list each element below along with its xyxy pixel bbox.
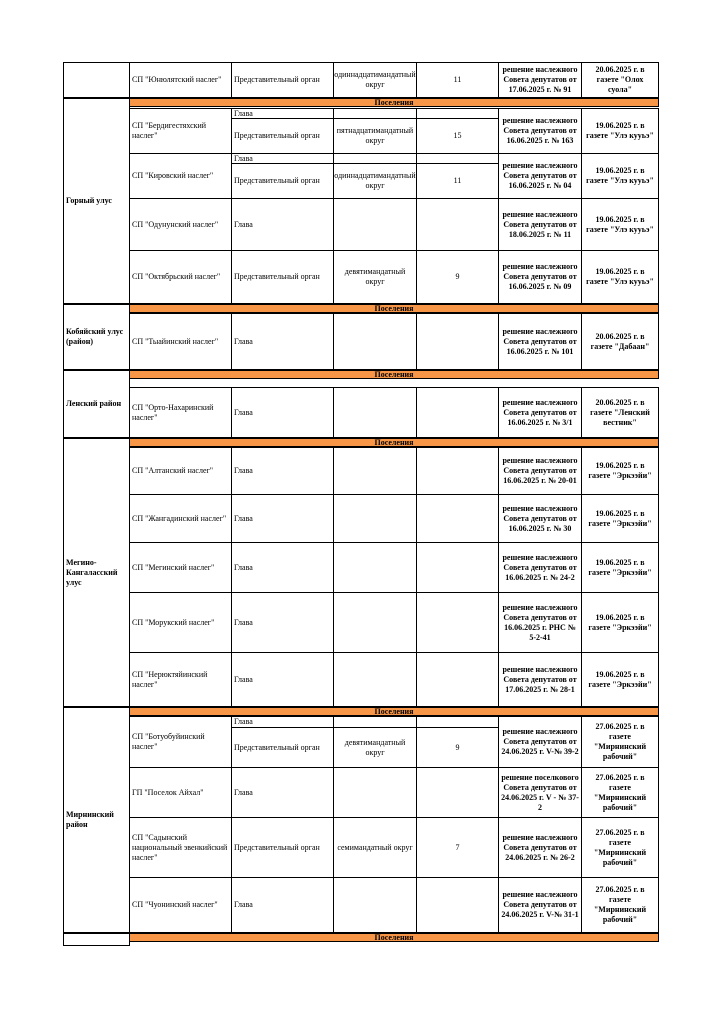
council-decision-cell [498,313,582,370]
organ-type-cell [231,877,334,933]
council-decision-cell [498,153,582,199]
publication-cell [581,542,659,593]
council-decision-cell [498,494,582,543]
organ-type-cell [231,198,334,251]
publication-cell [581,447,659,495]
publication-cell [581,153,659,199]
settlements-band-label: Поселения [374,438,414,447]
electoral-district: одиннадцатимандатный округ [334,70,416,89]
electoral-district-cell [333,447,417,495]
district-cell [63,304,130,370]
organ-type: Глава [234,153,253,163]
settlement-name-cell [129,153,232,199]
publication: 19.06.2025 г. в газете "Улэ кууьэ" [586,267,654,286]
district-cell [63,933,130,946]
publication: 19.06.2025 г. в газете "Эркээйи" [588,461,652,480]
council-decision: решение наслежного Совета депутатов от 24.06.2025 г. V-№ 31-1 [501,890,579,919]
publication: 27.06.2025 г. в газете "Мирнинский рабочий" [593,722,647,761]
council-decision: решение наслежного Совета депутатов от 16.06.2025 г. № 24-2 [502,552,578,582]
mandate-count-cell [416,542,499,593]
electoral-district-cell [333,817,417,878]
settlement-name-cell [129,542,232,593]
publication: 19.06.2025 г. в газете "Эркээйи" [588,669,652,689]
publication: 20.06.2025 г. в газете "Олох суола" [595,65,645,94]
settlement-name-cell [129,198,232,251]
organ-type: Представительный орган [234,272,320,281]
mandate-count-cell [416,652,499,707]
publication: 19.06.2025 г. в газете "Улэ кууьэ" [586,166,654,185]
electoral-district: девятимандатный округ [344,267,406,286]
electoral-district-cell [333,62,417,98]
organ-type-cell [231,817,334,878]
organ-type: Глава [234,513,253,523]
settlement-name: СП "Морукский наслег" [132,617,215,627]
mandate-count: 9 [455,742,460,752]
publication-cell [581,313,659,370]
council-decision-cell [498,716,582,768]
organ-type: Представительный орган [234,75,320,84]
council-decision-cell [498,62,582,98]
mandate-count: 11 [453,176,462,185]
organ-type: Представительный орган [234,131,320,140]
council-decision: решение наслежного Совета депутатов от 16.06.2025 г. № 163 [502,116,578,145]
council-decision: решение наслежного Совета депутатов от 17.06.2025 г. № 91 [502,65,578,94]
mandate-count-cell [416,198,499,251]
settlements-band-label: Поселения [374,304,414,313]
electoral-district-cell [333,727,417,768]
publication-cell [581,250,659,304]
publication-cell [581,108,659,154]
publication-cell [581,652,659,707]
mandate-count-cell [416,387,499,438]
organ-type: Глава [234,108,253,118]
electoral-district-cell [333,652,417,707]
organ-type-cell [231,62,334,98]
electoral-district-cell [333,198,417,251]
organ-type: Глава [234,617,253,627]
mandate-count-cell [416,494,499,543]
settlement-name: СП "Нерюктяйинский наслег" [132,669,208,689]
settlement-name-cell [129,250,232,304]
mandate-count-cell [416,313,499,370]
electoral-district-cell [333,313,417,370]
organ-type-cell [231,163,334,199]
council-decision: решение наслежного Совета депутатов от 24.06.2025 г. V-№ 39-2 [501,727,579,756]
settlement-name-cell [129,313,232,370]
mandate-count: 9 [455,272,460,281]
council-decision: решение наслежного Совета депутатов от 16.06.2025 г. № 30 [502,503,578,533]
district-cell [63,438,130,707]
organ-type-cell [231,652,334,707]
publication-cell [581,62,659,98]
organ-type-cell [231,313,334,370]
publication: 19.06.2025 г. в газете "Эркээйи" [588,557,652,577]
settlements-band-label: Поселения [374,98,414,107]
settlement-name: СП "Кировский наслег" [132,171,214,180]
district-name: Мирнинский район [66,810,114,829]
district-cell [63,707,130,933]
settlements-band [129,438,659,447]
mandate-count: 15 [453,131,462,140]
publication-cell [581,198,659,251]
settlement-name: СП "Алтанский наслег" [132,466,214,475]
electoral-district: девятимандатный округ [344,737,406,757]
electoral-district: семимандатный округ [337,842,413,852]
publication: 19.06.2025 г. в газете "Улэ кууьэ" [586,121,654,140]
settlement-name: СП "Одунунский наслег" [132,219,219,229]
organ-type: Глава [234,336,253,346]
settlements-band [129,98,659,107]
settlement-name-cell [129,62,232,98]
organ-type: Глава [234,900,253,909]
settlement-name: СП "Садынский национальный эвенкийский наслег" [132,832,228,862]
organ-type: Глава [234,717,253,726]
settlement-name-cell [129,592,232,653]
mandate-count-cell [416,250,499,304]
council-decision-cell [498,877,582,933]
council-decision: решение наслежного Совета депутатов от 16.06.2025 г. РНС № 5-2-41 [502,602,578,642]
council-decision: решение поселкового Совета депутатов от 24.06.2025 г. V - № 37-2 [501,772,579,812]
organ-type: Представительный орган [234,742,320,752]
publication: 19.06.2025 г. в газете "Эркээйи" [588,508,652,528]
settlement-name-cell [129,447,232,495]
publication-cell [581,817,659,878]
council-decision-cell [498,447,582,495]
organ-type: Глава [234,562,253,572]
settlement-name: СП "Октябрьский наслег" [132,272,221,281]
council-decision: решение наслежного Совета депутатов от 18.06.2025 г. № 11 [502,209,578,239]
council-decision-cell [498,592,582,653]
council-decision: решение наслежного Совета депутатов от 24.06.2025 г. № 26-2 [502,832,578,862]
organ-type-cell [231,542,334,593]
council-decision-cell [498,250,582,304]
council-decision: решение наслежного Совета депутатов от 16.06.2025 г. № 3/1 [502,397,578,427]
council-decision-cell [498,767,582,818]
council-decision-cell [498,387,582,438]
settlement-name-cell [129,387,232,438]
district-name: Горный улус [66,196,112,205]
publication: 20.06.2025 г. в газете "Дабаан" [590,331,650,351]
electoral-district-cell [333,387,417,438]
mandate-count-cell [416,118,499,154]
organ-type-cell [231,250,334,304]
settlement-name-cell [129,494,232,543]
settlements-band-label: Поселения [374,933,414,942]
settlements-band-label: Поселения [374,370,414,379]
district-name: Кобяйский улус (район) [66,327,124,346]
settlement-name: СП "Бердигестяхский наслег" [132,121,207,140]
mandate-count: 11 [453,75,462,84]
organ-type: Представительный орган [234,176,320,185]
council-decision: решение наслежного Совета депутатов от 16.06.2025 г. № 09 [502,262,578,291]
council-decision-cell [498,108,582,154]
mandate-count-cell [416,62,499,98]
settlement-name: СП "Ботуобуйинский наслег" [132,732,205,751]
settlements-band [129,304,659,313]
electoral-district-cell [333,163,417,199]
council-decision: решение наслежного Совета депутатов от 16.06.2025 г. № 101 [502,326,578,356]
settlement-name: СП "Жангадинский наслег" [132,513,227,523]
publication: 27.06.2025 г. в газете "Мирнинский рабочий" [593,885,647,924]
publication-cell [581,877,659,933]
council-decision: решение наслежного Совета депутатов от 17.06.2025 г. № 28-1 [502,664,578,694]
settlements-band-label: Поселения [374,707,414,716]
organ-type: Глава [234,219,253,229]
organ-type-cell [231,494,334,543]
settlements-band [129,933,659,942]
electoral-district-cell [333,767,417,818]
settlement-name: СП "Орто-Нахаринский наслег" [132,402,214,422]
settlement-name: ГП "Поселок Айхал" [132,787,204,797]
council-decision: решение наслежного Совета депутатов от 16.06.2025 г. № 04 [502,161,578,190]
electoral-district-cell [333,118,417,154]
district-cell [63,370,130,438]
settlement-name-cell [129,716,232,768]
settlement-name-cell [129,817,232,878]
organ-type: Глава [234,466,253,475]
publication-cell [581,387,659,438]
publication: 19.06.2025 г. в газете "Улэ кууьэ" [586,214,654,234]
mandate-count-cell [416,817,499,878]
settlement-name: СП "Мегинский наслег" [132,562,215,572]
organ-type: Глава [234,787,253,797]
electoral-district-cell [333,592,417,653]
organ-type: Глава [234,407,253,417]
mandate-count-cell [416,767,499,818]
organ-type-cell [231,727,334,768]
organ-type-cell [231,387,334,438]
settlement-name-cell [129,108,232,154]
district-name: Ленский район [66,399,122,408]
publication-cell [581,716,659,768]
mandate-count: 7 [455,842,460,852]
organ-type-cell [231,447,334,495]
settlement-name: СП "Юнюлятский наслег" [132,75,222,84]
organ-type-cell [231,592,334,653]
settlement-name-cell [129,877,232,933]
publication: 20.06.2025 г. в газете "Ленский вестник" [590,397,650,427]
electoral-district-cell [333,250,417,304]
settlement-name: СП "Тыайинский наслег" [132,336,219,346]
council-decision-cell [498,542,582,593]
publication: 27.06.2025 г. в газете "Мирнинский рабочий" [593,772,647,812]
organ-type-cell [231,118,334,154]
publication-cell [581,494,659,543]
settlement-name: СП "Чуонинский наслег" [132,900,218,909]
district-cell [63,98,130,304]
electoral-district-cell [333,877,417,933]
publication-cell [581,592,659,653]
district-name: Мегино-Кангаласский улус [66,557,118,587]
settlement-name-cell [129,767,232,818]
publication: 27.06.2025 г. в газете "Мирнинский рабочий" [593,827,647,867]
publication: 19.06.2025 г. в газете "Эркээйи" [588,612,652,632]
organ-type-cell [231,767,334,818]
council-decision: решение наслежного Совета депутатов от 16.06.2025 г. № 20-01 [502,456,578,485]
publication-cell [581,767,659,818]
mandate-count-cell [416,727,499,768]
organ-type: Глава [234,674,253,684]
electoral-district: пятнадцатимандатный округ [336,126,414,145]
electoral-district: одиннадцатимандатный округ [334,171,416,190]
mandate-count-cell [416,447,499,495]
council-decision-cell [498,652,582,707]
settlements-band [129,707,659,716]
council-decision-cell [498,817,582,878]
electoral-district-cell [333,494,417,543]
mandate-count-cell [416,592,499,653]
settlement-name-cell [129,652,232,707]
organ-type: Представительный орган [234,842,320,852]
mandate-count-cell [416,877,499,933]
settlements-band [129,370,659,379]
council-decision-cell [498,198,582,251]
mandate-count-cell [416,163,499,199]
district-cell [63,62,130,98]
electoral-district-cell [333,542,417,593]
